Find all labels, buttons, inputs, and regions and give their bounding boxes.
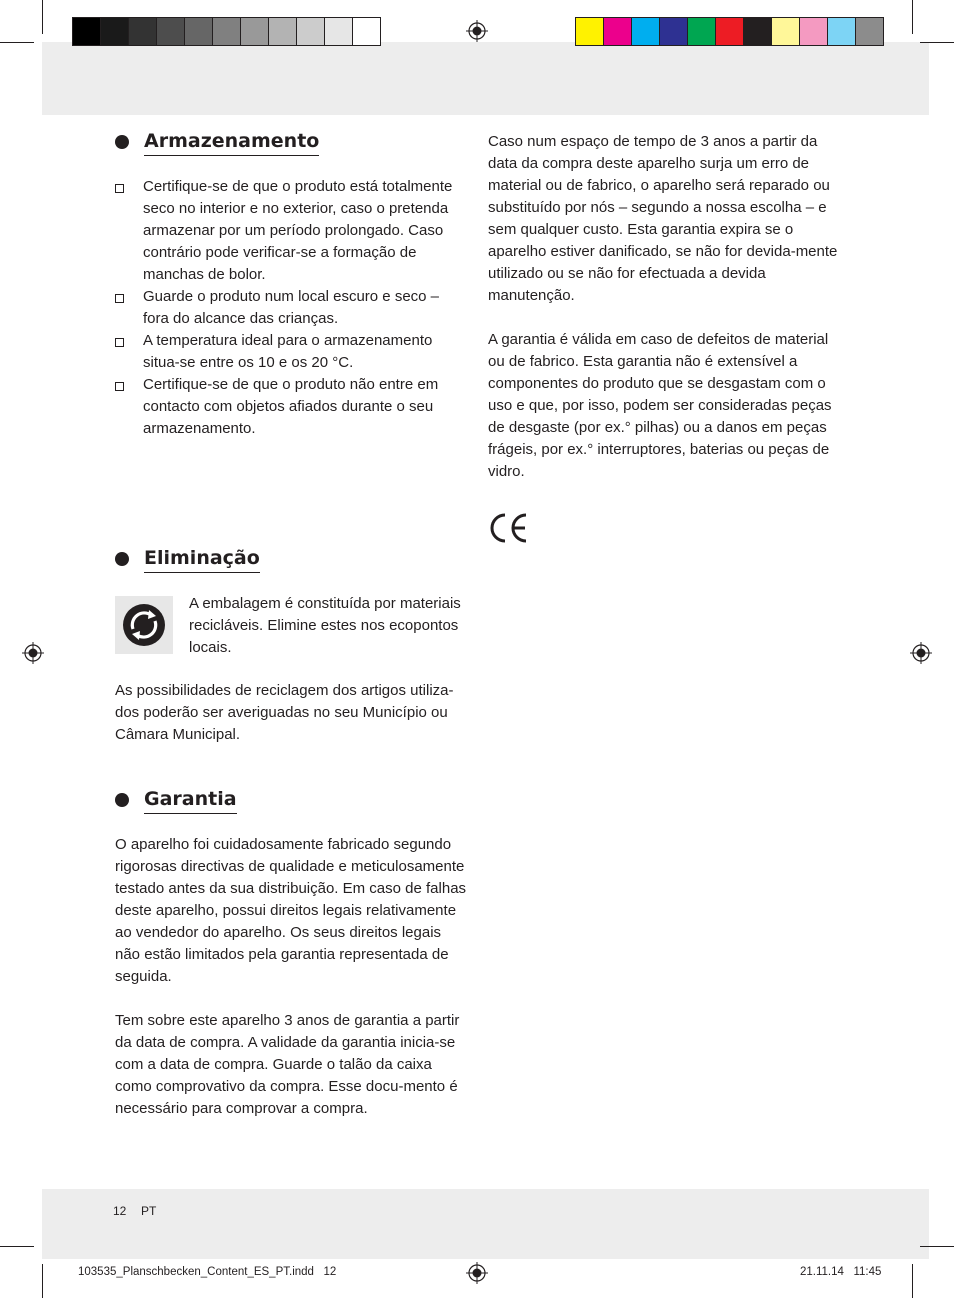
list-item xyxy=(115,176,467,286)
bullet-dot-icon xyxy=(115,793,129,807)
recycle-text xyxy=(189,593,467,659)
color-swatch xyxy=(212,17,241,46)
crop-mark xyxy=(0,1246,34,1247)
color-swatch xyxy=(100,17,129,46)
ce-mark-icon xyxy=(488,511,530,545)
color-swatch xyxy=(296,17,325,46)
color-swatch xyxy=(659,17,688,46)
color-swatch xyxy=(771,17,800,46)
list-item-text: A temperatura ideal para o armazenamento situa-se entre os 10 e os 20 °C. xyxy=(143,332,433,371)
crop-mark xyxy=(42,0,43,34)
checkbox-bullet-icon xyxy=(115,382,124,391)
bullet-dot-icon xyxy=(115,135,129,149)
page-number: 12 xyxy=(113,1204,127,1218)
color-swatch xyxy=(156,17,185,46)
header-band xyxy=(42,42,929,115)
section-title: Garantia xyxy=(144,786,237,814)
paragraph: O aparelho foi cuidadosamente fabricado segundo rigorosas directivas de qualidade e meticulosamente testado antes da sua distribuição. Em caso de falhas deste aparelho, possui direitos legais relativamente ao vendedor do aparelho. Os seus direitos legais não estão limitados pela garantia representada de seguida. xyxy=(115,836,467,985)
slug-filename: 103535_Planschbecken_Content_ES_PT.indd 12 xyxy=(78,1266,337,1278)
paragraph: A embalagem é constituída por materiais recicláveis. Elimine estes nos ecopontos locais. xyxy=(189,595,461,656)
page-language: PT xyxy=(141,1204,157,1218)
grayscale-color-bar xyxy=(72,17,380,46)
color-swatch xyxy=(268,17,297,46)
registration-mark-icon xyxy=(910,642,932,664)
crop-mark xyxy=(920,42,954,43)
color-swatch xyxy=(827,17,856,46)
color-swatch xyxy=(575,17,604,46)
crop-mark xyxy=(912,0,913,34)
list-item-text: Guarde o produto num local escuro e seco – fora do alcance das crianças. xyxy=(143,288,440,327)
footer-band xyxy=(42,1189,929,1259)
green-dot-recycle-icon xyxy=(115,596,173,654)
list-item-text: Certifique-se de que o produto não entre em contacto com objetos afiados durante o seu armazenamento. xyxy=(143,376,439,437)
crop-mark xyxy=(912,1264,913,1298)
color-swatch xyxy=(240,17,269,46)
paragraph: Tem sobre este aparelho 3 anos de garantia a partir da data de compra. A validade da garantia inicia-se com a data de compra. Guarde o talão da caixa como comprovativo da compra. Esse docu-mento é necessário para comprovar a compra. xyxy=(115,1012,460,1117)
color-swatch xyxy=(631,17,660,46)
color-swatch xyxy=(855,17,884,46)
color-swatch xyxy=(324,17,353,46)
garantia-text xyxy=(115,834,467,1120)
crop-mark xyxy=(0,42,34,43)
list-item xyxy=(115,330,467,374)
section-heading-eliminacao xyxy=(115,545,260,573)
right-column-text xyxy=(488,131,840,483)
paragraph: A garantia é válida em caso de defeitos de material ou de fabrico. Esta garantia não é extensível a componentes do produto que se desgastam com o uso e que, por isso, podem ser consideradas peças de desgaste (por ex.° pilhas) ou a danos em peças frágeis, por ex.° interruptores, baterias ou peças de vidro. xyxy=(488,331,832,480)
color-swatch xyxy=(184,17,213,46)
section-title: Armazenamento xyxy=(144,128,319,156)
slug-datetime: 21.11.14 11:45 xyxy=(800,1266,882,1278)
color-swatch xyxy=(72,17,101,46)
section-heading-armazenamento xyxy=(115,128,319,156)
recycling-logo xyxy=(115,596,173,654)
bullet-dot-icon xyxy=(115,552,129,566)
section-title: Eliminação xyxy=(144,545,260,573)
color-swatch xyxy=(743,17,772,46)
crop-mark xyxy=(920,1246,954,1247)
color-swatch xyxy=(799,17,828,46)
paragraph: Caso num espaço de tempo de 3 anos a partir da data da compra deste aparelho surja um erro de material ou de fabrico, o aparelho será reparado ou substituído por nós – segundo a nossa escolha – e sem qualquer custo. Esta garantia expira se o aparelho estiver danificado, se não for devida-mente utilizado ou se não for efectuada a devida manutenção. xyxy=(488,133,838,304)
section-heading-garantia xyxy=(115,786,237,814)
color-swatch xyxy=(603,17,632,46)
eliminacao-paragraph xyxy=(115,680,467,746)
checkbox-bullet-icon xyxy=(115,184,124,193)
checkbox-bullet-icon xyxy=(115,294,124,303)
registration-mark-icon xyxy=(466,20,488,42)
process-color-bar xyxy=(575,17,883,46)
registration-mark-icon xyxy=(466,1262,488,1284)
list-item xyxy=(115,286,467,330)
list-item-text: Certifique-se de que o produto está totalmente seco no interior e no exterior, caso o pretenda armazenar por um período prolongado. Caso contrário pode verificar-se a formação de manchas de bolor. xyxy=(143,178,453,283)
color-swatch xyxy=(715,17,744,46)
armazenamento-list xyxy=(115,176,467,440)
paragraph: As possibilidades de reciclagem dos artigos utiliza-dos poderão ser averiguadas no seu Município ou Câmara Municipal. xyxy=(115,682,454,743)
list-item xyxy=(115,374,467,440)
color-swatch xyxy=(128,17,157,46)
checkbox-bullet-icon xyxy=(115,338,124,347)
crop-mark xyxy=(42,1264,43,1298)
registration-mark-icon xyxy=(22,642,44,664)
color-swatch xyxy=(352,17,381,46)
color-swatch xyxy=(687,17,716,46)
